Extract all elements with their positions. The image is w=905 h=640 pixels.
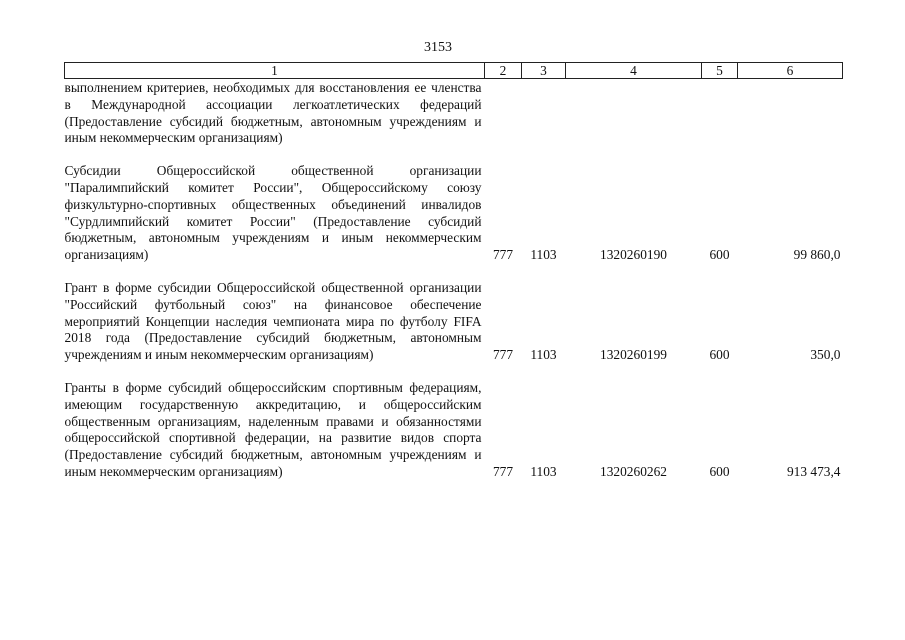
- row-expense-type: 600: [709, 347, 730, 363]
- row-amount: [738, 79, 843, 148]
- header-col-1: 1: [65, 63, 485, 79]
- row-section-code: 1103: [530, 347, 557, 363]
- header-col-5: 5: [702, 63, 738, 79]
- row-description: Гранты в форме субсидий общероссийским спортивным федерациям, имеющим государственную аккредитацию, и общероссийским общественным организациям, наделенным правами и обязанностями общероссийской спортивной федерации, на развитие видов спорта (Предоставление субсидий бюджетным, автономным учреждениям и иным некоммерческим организациям): [64, 379, 482, 479]
- row-expense-type: 600: [709, 463, 730, 479]
- row-ministry-code: 777: [492, 463, 514, 479]
- row-amount: 913 473,4: [786, 463, 841, 479]
- budget-table: [64, 62, 843, 481]
- row-ministry-code: 777: [492, 347, 514, 363]
- page-number: 3153: [424, 40, 452, 55]
- row-amount: 350,0: [810, 347, 841, 363]
- header-col-6: 6: [738, 63, 843, 79]
- table-header-row: [65, 63, 843, 79]
- row-target-code: 1320260199: [600, 347, 667, 363]
- row-target-code: [566, 79, 702, 148]
- row-section-code: 1103: [530, 463, 557, 479]
- row-expense-type: 600: [709, 247, 730, 263]
- row-amount: 99 860,0: [793, 247, 841, 263]
- row-spacer: [65, 364, 843, 380]
- table-row: [65, 79, 843, 148]
- row-ministry-code: 777: [492, 247, 514, 263]
- row-description: Грант в форме субсидии Общероссийской общественной организации "Российский футбольный союз" на финансовое обеспечение мероприятий Концепции наследия чемпионата мира по футболу FIFA 2018 года (Предоставление субсидий бюджетным, автономным учреждениям и иным некоммерческим организациям): [64, 279, 482, 363]
- row-description: выполнением критериев, необходимых для восстановления ее членства в Международной ассоциации легкоатлетических федераций (Предоставление субсидий бюджетным, автономным учреждениям и иным некоммерческим организациям): [64, 80, 482, 146]
- row-ministry-code: [485, 79, 522, 148]
- row-spacer: [65, 264, 843, 280]
- row-expense-type: [702, 79, 738, 148]
- row-target-code: 1320260190: [600, 247, 667, 263]
- header-col-4: 4: [566, 63, 702, 79]
- row-section-code: 1103: [530, 247, 557, 263]
- table-row: [65, 163, 843, 264]
- header-col-2: 2: [485, 63, 522, 79]
- row-target-code: 1320260262: [600, 463, 667, 479]
- row-section-code: [522, 79, 566, 148]
- table-row: [65, 280, 843, 364]
- table-row: [65, 380, 843, 481]
- header-col-3: 3: [522, 63, 566, 79]
- row-spacer: [65, 147, 843, 163]
- row-description: Субсидии Общероссийской общественной организации "Паралимпийский комитет России", Общероссийскому союзу физкультурно-спортивных общественных объединений инвалидов "Сурдлимпийский комитет России" (Предоставление субсидий бюджетным, автономным учреждениям и иным некоммерческим организациям): [64, 163, 482, 263]
